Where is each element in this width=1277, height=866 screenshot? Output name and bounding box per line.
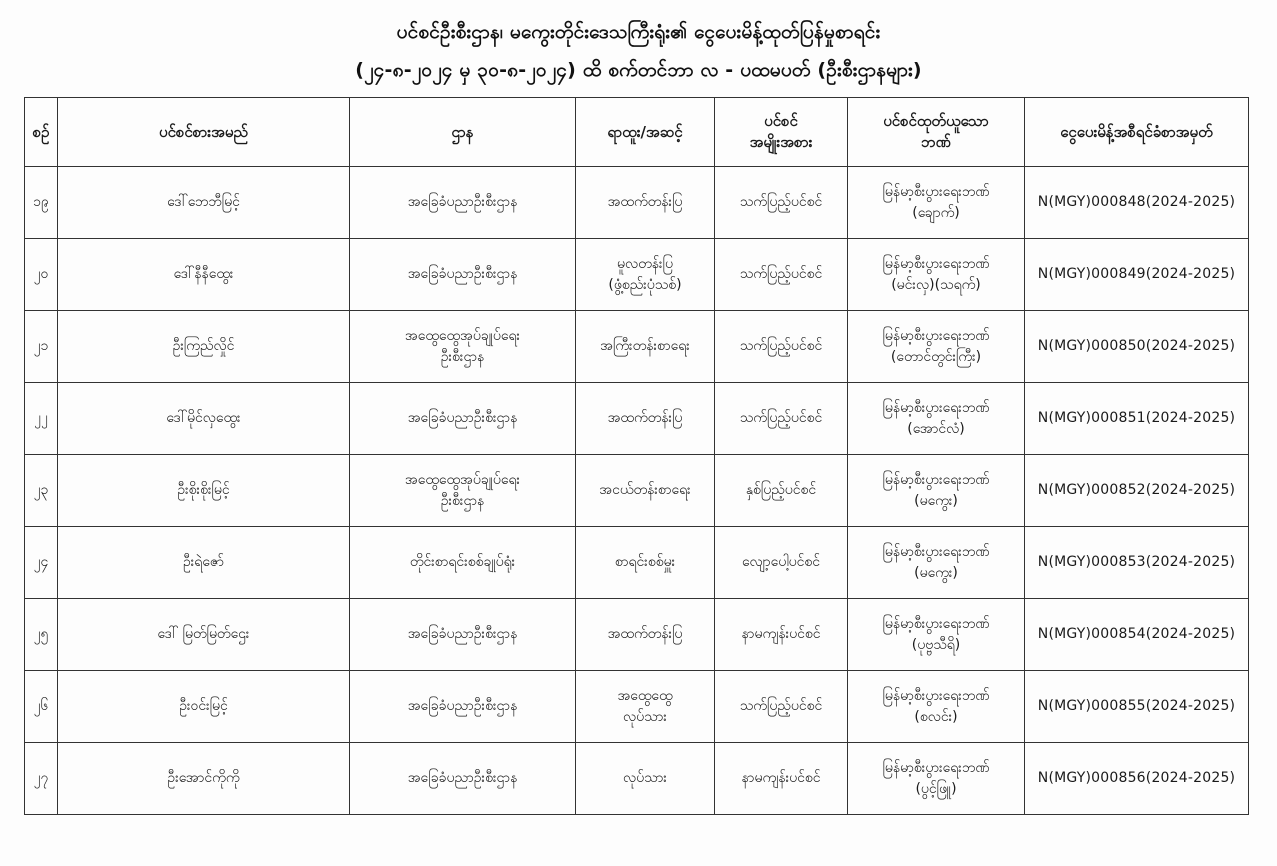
cell-department-line: အခြေခံပညာဦးစီးဌာန xyxy=(407,194,518,210)
cell-name: ဒေါ်မိုင်လှထွေး xyxy=(58,383,350,455)
cell-bank xyxy=(848,311,1025,383)
table-row xyxy=(25,383,1249,455)
cell-rank xyxy=(576,671,715,743)
document-subtitle: (၂၄-၈-၂၀၂၄ မှ ၃၀-၈-၂၀၂၄) ထိ စက်တင်ဘာ လ - ပထမပတ် (ဦးစီးဌာနများ) xyxy=(355,59,922,81)
header-name xyxy=(58,98,350,167)
cell-pension-type: နာမကျန်းပင်စင် xyxy=(715,743,848,815)
cell-name: ဒေါ် မြတ်မြတ်ဌေး xyxy=(58,599,350,671)
cell-reference-no: N(MGY)000852(2024-2025) xyxy=(1025,455,1249,527)
cell-rank xyxy=(576,239,715,311)
cell-reference-no: N(MGY)000851(2024-2025) xyxy=(1025,383,1249,455)
cell-rank-line: အထက်တန်းပြ xyxy=(607,194,683,210)
cell-reference-no: N(MGY)000854(2024-2025) xyxy=(1025,599,1249,671)
cell-bank-line: (ချောက်) xyxy=(912,204,960,221)
cell-rank xyxy=(576,167,715,239)
cell-reference-no: N(MGY)000848(2024-2025) xyxy=(1025,167,1249,239)
cell-department-line: ဦးစီးဌာန xyxy=(440,492,485,509)
cell-department-line: အခြေခံပညာဦးစီးဌာန xyxy=(407,626,518,642)
cell-bank-line: (မကွေး) xyxy=(914,564,958,581)
header-pension-type-text: အမျိုးအစား xyxy=(749,133,813,151)
cell-department xyxy=(350,671,576,743)
cell-name: ဦးစိုးစိုးမြင့် xyxy=(58,455,350,527)
cell-no: ၂၄ xyxy=(25,527,58,599)
cell-department-line: အထွေထွေအုပ်ချုပ်ရေး xyxy=(404,327,521,344)
cell-department-line: တိုင်းစာရင်းစစ်ချုပ်ရုံး xyxy=(409,554,516,570)
cell-bank-line: မြန်မာ့စီးပွားရေးဘဏ် xyxy=(882,471,990,488)
cell-pension-type: သက်ပြည့်ပင်စင် xyxy=(715,239,848,311)
header-pension-type-text: ပင်စင် xyxy=(764,112,798,130)
cell-no: ၂၁ xyxy=(25,311,58,383)
cell-reference-no: N(MGY)000853(2024-2025) xyxy=(1025,527,1249,599)
cell-rank xyxy=(576,455,715,527)
cell-department xyxy=(350,743,576,815)
cell-department-line: အထွေထွေအုပ်ချုပ်ရေး xyxy=(404,471,521,488)
cell-bank xyxy=(848,599,1025,671)
pension-records-table xyxy=(24,97,1249,815)
cell-bank-line: မြန်မာ့စီးပွားရေးဘဏ် xyxy=(882,687,990,704)
cell-bank xyxy=(848,527,1025,599)
cell-rank-line: အထက်တန်းပြ xyxy=(607,626,683,642)
cell-reference-no: N(MGY)000856(2024-2025) xyxy=(1025,743,1249,815)
table-header-row xyxy=(25,98,1249,167)
cell-bank-line: (အောင်လံ) xyxy=(907,420,965,437)
cell-pension-type: နာမကျန်းပင်စင် xyxy=(715,599,848,671)
cell-pension-type: နှစ်ပြည့်ပင်စင် xyxy=(715,455,848,527)
cell-bank-line: (မကွေး) xyxy=(914,492,958,509)
cell-bank-line: မြန်မာ့စီးပွားရေးဘဏ် xyxy=(882,327,990,344)
cell-rank xyxy=(576,311,715,383)
cell-bank xyxy=(848,383,1025,455)
cell-department xyxy=(350,239,576,311)
cell-bank xyxy=(848,455,1025,527)
cell-reference-no: N(MGY)000850(2024-2025) xyxy=(1025,311,1249,383)
cell-rank-line: အထွေထွေ xyxy=(617,687,673,704)
cell-rank-line: လုပ်သား xyxy=(623,770,667,786)
cell-rank xyxy=(576,527,715,599)
cell-name: ဦးဝင်းမြင့် xyxy=(58,671,350,743)
cell-no: ၁၉ xyxy=(25,167,58,239)
header-bank xyxy=(848,98,1025,167)
cell-rank-line: အကြီးတန်းစာရေး xyxy=(600,338,690,354)
table-row xyxy=(25,671,1249,743)
cell-no: ၂၆ xyxy=(25,671,58,743)
table-row xyxy=(25,167,1249,239)
cell-rank xyxy=(576,743,715,815)
cell-bank xyxy=(848,743,1025,815)
cell-bank xyxy=(848,239,1025,311)
table-row xyxy=(25,455,1249,527)
header-pension-type xyxy=(715,98,848,167)
cell-department xyxy=(350,527,576,599)
header-bank-text: ပင်စင်ထုတ်ယူသော xyxy=(883,112,989,130)
cell-name: ဒေါ်ဘေဘီမြင့် xyxy=(58,167,350,239)
cell-department xyxy=(350,167,576,239)
cell-bank-line: မြန်မာ့စီးပွားရေးဘဏ် xyxy=(882,615,990,632)
cell-department xyxy=(350,599,576,671)
cell-bank-line: မြန်မာ့စီးပွားရေးဘဏ် xyxy=(882,183,990,200)
table-row xyxy=(25,239,1249,311)
cell-pension-type: လျော့ပေါ့ပင်စင် xyxy=(715,527,848,599)
header-reference-no-text: ငွေပေးမိန့်အစီရင်ခံစာအမှတ် xyxy=(1060,122,1213,141)
cell-bank-line: (ပုဗ္ဗသီရိ) xyxy=(911,636,961,653)
cell-bank xyxy=(848,671,1025,743)
cell-pension-type: သက်ပြည့်ပင်စင် xyxy=(715,671,848,743)
cell-no: ၂၇ xyxy=(25,743,58,815)
cell-reference-no: N(MGY)000855(2024-2025) xyxy=(1025,671,1249,743)
cell-name: ဦးကြည်လှိုင် xyxy=(58,311,350,383)
cell-department-line: အခြေခံပညာဦးစီးဌာန xyxy=(407,410,518,426)
cell-pension-type: သက်ပြည့်ပင်စင် xyxy=(715,311,848,383)
cell-bank-line: မြန်မာ့စီးပွားရေးဘဏ် xyxy=(882,543,990,560)
cell-name: ဦးရဲဇော် xyxy=(58,527,350,599)
header-rank-text: ရာထူး/အဆင့် xyxy=(607,122,683,141)
cell-bank-line: မြန်မာ့စီးပွားရေးဘဏ် xyxy=(882,399,990,416)
header-department-text: ဌာန xyxy=(451,122,474,141)
cell-no: ၂၅ xyxy=(25,599,58,671)
cell-bank-line: (ပွင့်ဖြူ) xyxy=(915,780,957,797)
cell-no: ၂၃ xyxy=(25,455,58,527)
cell-reference-no: N(MGY)000849(2024-2025) xyxy=(1025,239,1249,311)
cell-pension-type: သက်ပြည့်ပင်စင် xyxy=(715,383,848,455)
header-reference-no xyxy=(1025,98,1249,167)
header-bank-text: ဘဏ် xyxy=(921,133,951,151)
cell-rank xyxy=(576,599,715,671)
header-name-text: ပင်စင်စားအမည် xyxy=(159,122,248,141)
table-body xyxy=(25,167,1249,815)
cell-rank-line: အငယ်တန်းစာရေး xyxy=(599,482,691,498)
cell-rank-line: စာရင်းစစ်မှူး xyxy=(614,554,676,570)
cell-name: ဦးအောင်ကိုကို xyxy=(58,743,350,815)
cell-department-line: အခြေခံပညာဦးစီးဌာန xyxy=(407,266,518,282)
table-row xyxy=(25,743,1249,815)
cell-rank-line: လုပ်သား xyxy=(623,708,667,725)
cell-bank-line: မြန်မာ့စီးပွားရေးဘဏ် xyxy=(882,255,990,272)
cell-rank-line: မူလတန်းပြ xyxy=(617,255,673,272)
header-no-text: စဉ် xyxy=(32,122,50,141)
cell-department xyxy=(350,311,576,383)
cell-bank-line: မြန်မာ့စီးပွားရေးဘဏ် xyxy=(882,759,990,776)
document-title: ပင်စင်ဦးစီးဌာန၊ မကွေးတိုင်းဒေသကြီးရုံး၏ ငွေပေးမိန့်ထုတ်ပြန်မှုစာရင်း xyxy=(396,21,881,43)
cell-department-line: ဦးစီးဌာန xyxy=(440,348,485,365)
cell-bank-line: (စလင်း) xyxy=(914,708,958,725)
cell-no: ၂၂ xyxy=(25,383,58,455)
cell-department-line: အခြေခံပညာဦးစီးဌာန xyxy=(407,770,518,786)
header-no xyxy=(25,98,58,167)
cell-name: ဒေါ်နီနီထွေး xyxy=(58,239,350,311)
cell-department xyxy=(350,455,576,527)
cell-pension-type: သက်ပြည့်ပင်စင် xyxy=(715,167,848,239)
cell-department xyxy=(350,383,576,455)
cell-bank-line: (မင်းလှ)(သရက်) xyxy=(891,276,981,293)
cell-bank-line: (တောင်တွင်းကြီး) xyxy=(890,348,982,365)
table-row xyxy=(25,527,1249,599)
cell-rank-line: အထက်တန်းပြ xyxy=(607,410,683,426)
cell-department-line: အခြေခံပညာဦးစီးဌာန xyxy=(407,698,518,714)
table-row xyxy=(25,311,1249,383)
cell-no: ၂၀ xyxy=(25,239,58,311)
header-rank xyxy=(576,98,715,167)
table-row xyxy=(25,599,1249,671)
cell-rank xyxy=(576,383,715,455)
cell-rank-line: (ဖွံ့စည်းပုံသစ်) xyxy=(608,276,682,293)
header-department xyxy=(350,98,576,167)
cell-bank xyxy=(848,167,1025,239)
